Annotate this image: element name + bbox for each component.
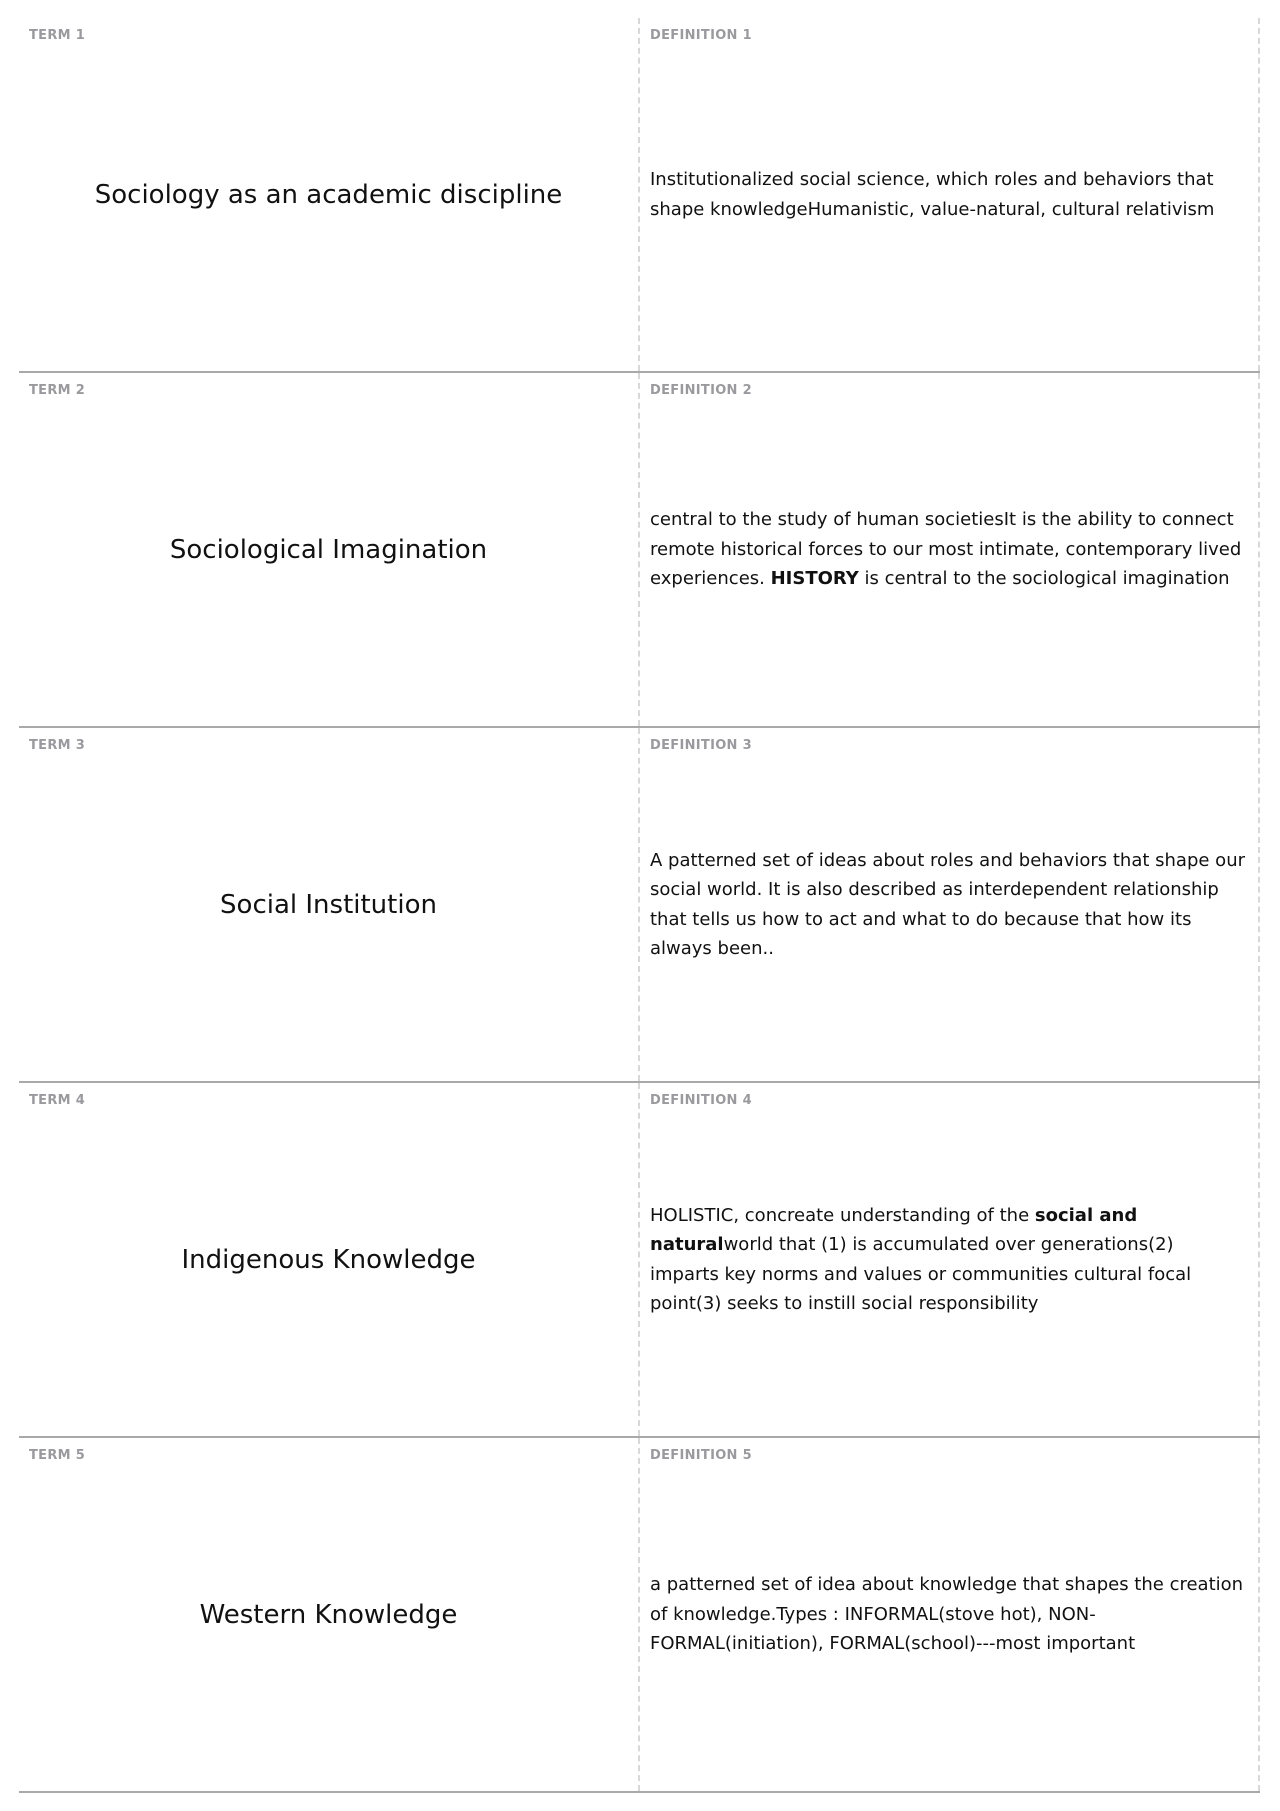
term-text: Social Institution	[220, 889, 437, 920]
definition-cell-4	[640, 1083, 1260, 1436]
definition-cell-1	[640, 18, 1260, 371]
term-cell-1	[19, 18, 640, 371]
definition-text: Institutionalized social science, which roles and behaviors that shape knowledgeHumanistic, value-natural, cultural relativism	[650, 169, 1215, 220]
definition-text: a patterned set of idea about knowledge that shapes the creation of knowledge.Types : INFORMAL(stove hot), NON-FORMAL(initiation), FORMAL(school)---most important	[650, 1574, 1244, 1655]
term-cell-4	[19, 1083, 640, 1436]
definition-cell-2	[640, 373, 1260, 726]
definition-label: DEFINITION 2	[650, 383, 752, 398]
definition-text: A patterned set of ideas about roles and behaviors that shape our social world. It is also described as interdependent relationship that tells us how to act and what to do because that how its always been..	[650, 849, 1246, 959]
card-row-1	[19, 18, 1260, 373]
definition-label: DEFINITION 1	[650, 28, 752, 43]
card-row-3	[19, 728, 1260, 1083]
term-cell-2	[19, 373, 640, 726]
term-label: TERM 3	[29, 738, 86, 753]
term-label: TERM 1	[29, 28, 86, 43]
flashcard-sheet	[19, 18, 1260, 1793]
definition-text: central to the study of human societiesIt is the ability to connect remote historical forces to our most intimate, contemporary lived experiences. HISTORY is central to the sociological imagination	[650, 509, 1242, 590]
term-label: TERM 5	[29, 1448, 86, 1463]
card-row-5	[19, 1438, 1260, 1793]
term-text: Western Knowledge	[199, 1599, 458, 1630]
term-text: Indigenous Knowledge	[181, 1244, 476, 1275]
definition-cell-5	[640, 1438, 1260, 1791]
definition-text: HOLISTIC, concreate understanding of the social and naturalworld that (1) is accumulated over generations(2) imparts key norms and values or communities cultural focal point(3) seeks to instill social responsibility	[650, 1204, 1192, 1314]
term-cell-3	[19, 728, 640, 1081]
definition-label: DEFINITION 4	[650, 1093, 752, 1108]
term-cell-5	[19, 1438, 640, 1791]
card-row-2	[19, 373, 1260, 728]
term-text: Sociological Imagination	[169, 534, 488, 565]
definition-cell-3	[640, 728, 1260, 1081]
definition-label: DEFINITION 5	[650, 1448, 752, 1463]
card-row-4	[19, 1083, 1260, 1438]
term-label: TERM 4	[29, 1093, 86, 1108]
definition-label: DEFINITION 3	[650, 738, 752, 753]
term-label: TERM 2	[29, 383, 86, 398]
term-text: Sociology as an academic discipline	[94, 179, 563, 210]
